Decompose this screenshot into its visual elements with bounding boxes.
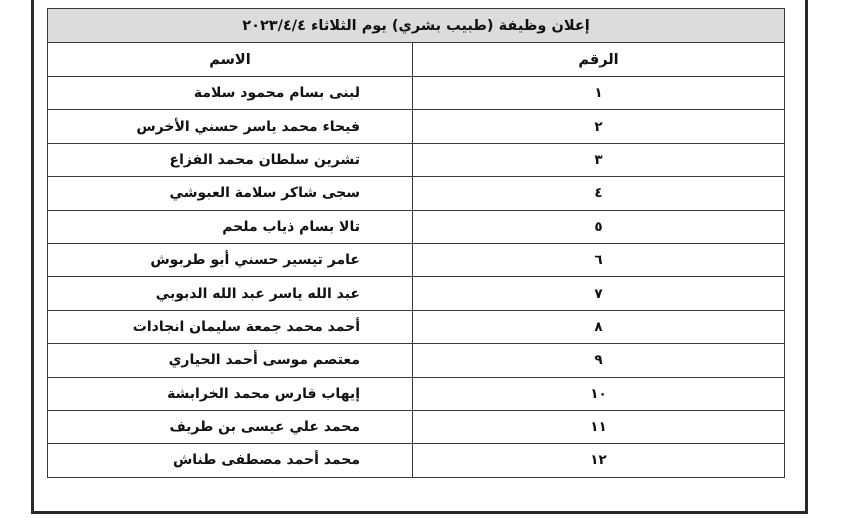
table-row [48, 410, 785, 443]
row-number: ١٠ [413, 377, 785, 410]
table-row [48, 277, 785, 310]
row-number: ٢ [413, 110, 785, 143]
row-name: فيحاء محمد ياسر حسني الأخرس [48, 110, 413, 143]
row-number: ٥ [413, 210, 785, 243]
number-column-header: الرقم [413, 43, 785, 77]
title-row [48, 9, 785, 43]
row-name: سجى شاكر سلامة العبوشي [48, 177, 413, 210]
row-number: ١ [413, 77, 785, 110]
table-row [48, 344, 785, 377]
name-column-header: الاسم [48, 43, 413, 77]
row-number: ١٢ [413, 444, 785, 477]
row-name: تشرين سلطان محمد الفزاع [48, 143, 413, 176]
row-name: أحمد محمد جمعة سليمان انجادات [48, 310, 413, 343]
row-name: محمد علي عيسى بن طريف [48, 410, 413, 443]
table-row [48, 377, 785, 410]
table-row [48, 210, 785, 243]
row-name: تالا بسام ذياب ملحم [48, 210, 413, 243]
row-number: ٩ [413, 344, 785, 377]
row-number: ٦ [413, 243, 785, 276]
table-row [48, 110, 785, 143]
row-number: ٧ [413, 277, 785, 310]
table-row [48, 243, 785, 276]
row-number: ٤ [413, 177, 785, 210]
table-row [48, 77, 785, 110]
row-name: عبد الله ياسر عبد الله الدبوبي [48, 277, 413, 310]
row-name: معتصم موسى أحمد الحياري [48, 344, 413, 377]
row-name: لبنى بسام محمود سلامة [48, 77, 413, 110]
table-row [48, 177, 785, 210]
candidates-table [47, 8, 785, 478]
table-row [48, 143, 785, 176]
table-body [48, 77, 785, 478]
table-title: إعلان وظيفة (طبيب بشري) يوم الثلاثاء ٢٠٢٣/٤/٤ [48, 9, 785, 43]
header-row [48, 43, 785, 77]
row-number: ٨ [413, 310, 785, 343]
table-row [48, 444, 785, 477]
table-row [48, 310, 785, 343]
row-number: ١١ [413, 410, 785, 443]
row-name: إيهاب فارس محمد الخرابشة [48, 377, 413, 410]
row-number: ٣ [413, 143, 785, 176]
row-name: عامر تيسير حسني أبو طربوش [48, 243, 413, 276]
row-name: محمد أحمد مصطفى طناش [48, 444, 413, 477]
